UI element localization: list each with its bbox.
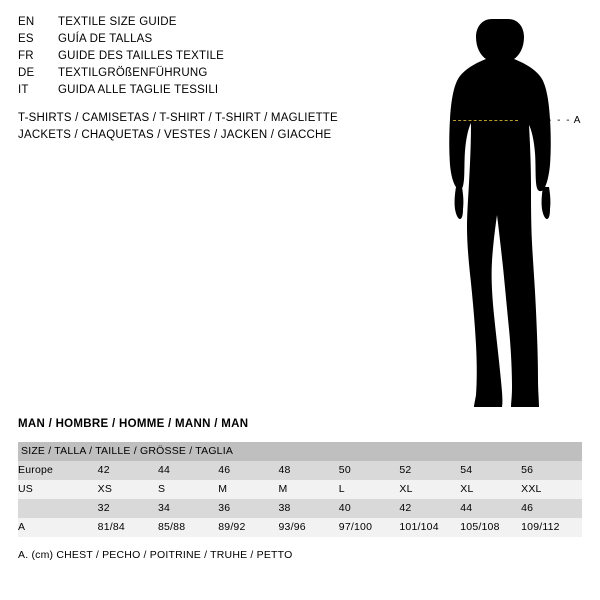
cell: XXL [521,480,582,499]
language-row [18,84,358,101]
cell: 101/104 [399,518,460,537]
row-label: US [18,480,98,499]
cell: M [279,480,339,499]
language-row [18,33,358,50]
cell: 50 [339,461,400,480]
measure-letter: A [573,115,581,126]
cell: S [158,480,218,499]
category-tshirts: T-SHIRTS / CAMISETAS / T-SHIRT / T-SHIRT / MAGLIETTE [18,112,338,124]
size-table-body [18,461,582,537]
language-code: FR [18,50,34,62]
cell: 105/108 [460,518,521,537]
cell: 44 [460,499,521,518]
row-label [18,499,98,518]
cell: 81/84 [98,518,158,537]
table-row [18,518,582,537]
cell: 85/88 [158,518,218,537]
language-title-list [18,16,358,101]
language-title: TEXTILGRÖßENFÜHRUNG [58,67,208,79]
cell: M [218,480,278,499]
cell: 42 [98,461,158,480]
cell: 38 [279,499,339,518]
chest-measure-line [453,120,518,121]
language-title: GUIDE DES TAILLES TEXTILE [58,50,225,62]
cell: 109/112 [521,518,582,537]
language-row [18,67,358,84]
table-group-title: MAN / HOMBRE / HOMME / MANN / MAN [18,418,249,430]
cell: 56 [521,461,582,480]
language-title: GUIDA ALLE TAGLIE TESSILI [58,84,219,96]
cell: 93/96 [279,518,339,537]
language-row [18,16,358,33]
language-title: TEXTILE SIZE GUIDE [58,16,177,28]
cell: 42 [399,499,460,518]
language-title: GUÍA DE TALLAS [58,33,153,45]
language-row [18,50,358,67]
size-table-head [18,442,582,461]
row-label: A [18,518,98,537]
cell: XL [399,480,460,499]
row-label: Europe [18,461,98,480]
cell: XS [98,480,158,499]
cell: 34 [158,499,218,518]
leader-dashes: - - - [548,115,572,126]
cell: 40 [339,499,400,518]
cell: 89/92 [218,518,278,537]
cell: 32 [98,499,158,518]
male-silhouette-icon [430,15,570,410]
language-code: EN [18,16,35,28]
measure-label-a [548,115,581,126]
size-table-header-label: SIZE / TALLA / TAILLE / GRÖSSE / TAGLIA [18,442,582,461]
table-footnote: A. (cm) CHEST / PECHO / POITRINE / TRUHE / PETTO [18,549,293,561]
cell: 36 [218,499,278,518]
cell: 48 [279,461,339,480]
cell: L [339,480,400,499]
table-row [18,499,582,518]
category-list [18,110,418,144]
language-code: ES [18,33,34,45]
body-figure [400,10,600,410]
cell: 46 [218,461,278,480]
language-code: DE [18,67,35,79]
cell: 97/100 [339,518,400,537]
language-code: IT [18,84,29,96]
cell: 46 [521,499,582,518]
table-header-row [18,442,582,461]
table-row [18,480,582,499]
cell: 52 [399,461,460,480]
size-table [18,442,582,537]
cell: XL [460,480,521,499]
cell: 44 [158,461,218,480]
category-jackets: JACKETS / CHAQUETAS / VESTES / JACKEN / GIACCHE [18,129,332,141]
table-row [18,461,582,480]
cell: 54 [460,461,521,480]
